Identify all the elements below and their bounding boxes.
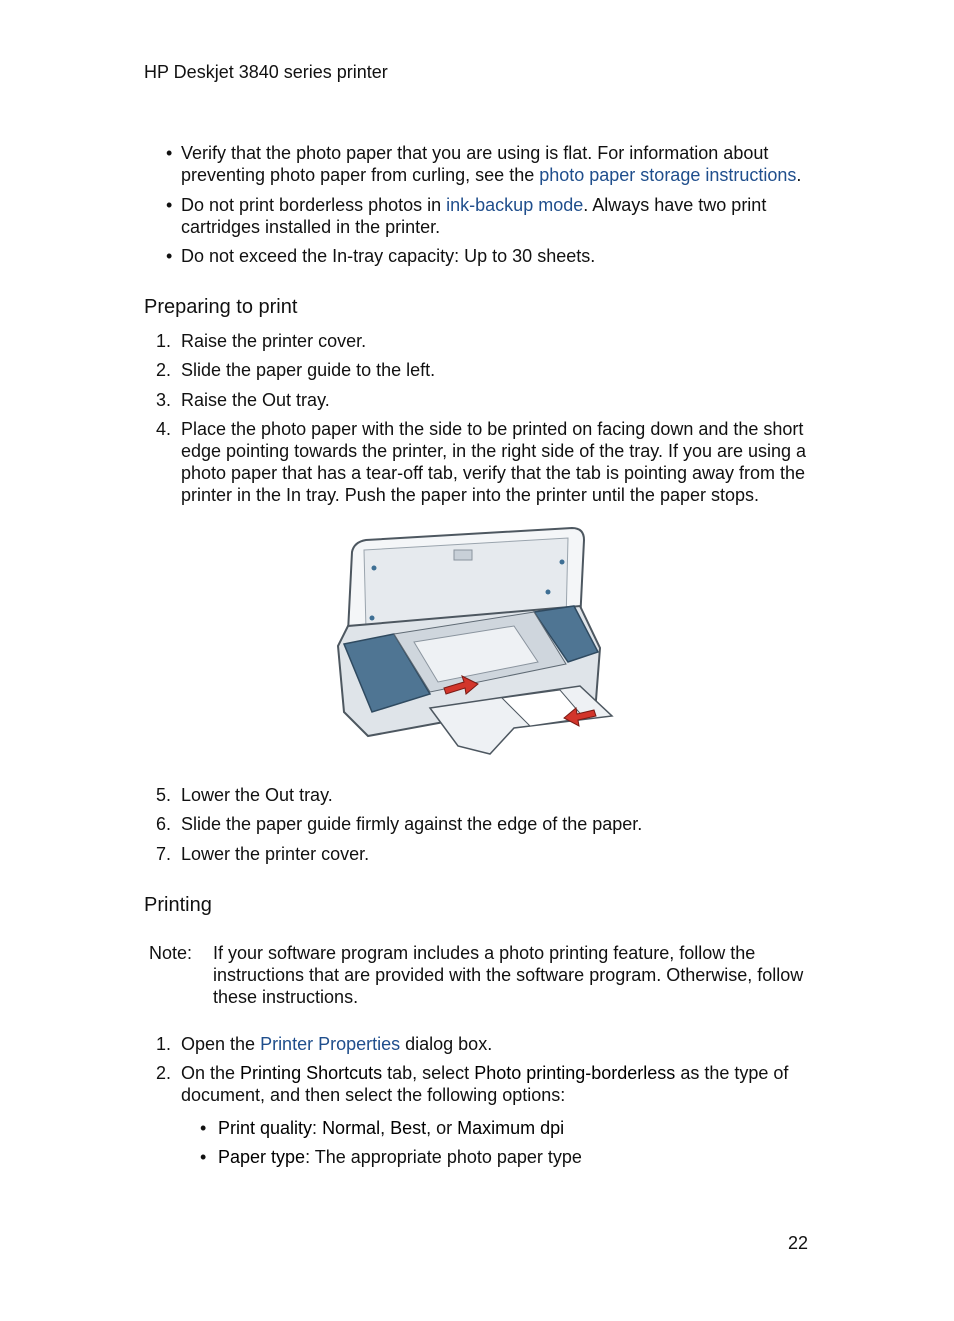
page-number: 22 bbox=[788, 1233, 809, 1253]
section-heading-printing: Printing bbox=[144, 894, 212, 916]
printer-illustration bbox=[334, 522, 616, 760]
printer-properties-link[interactable]: Printer Properties bbox=[260, 1034, 401, 1054]
note-text: If your software program includes a photo printing feature, follow the instructions that are provided with the software program. Otherwise, follow these instructions. bbox=[213, 943, 804, 1007]
bullet-dot: • bbox=[166, 246, 173, 266]
section-heading-preparing: Preparing to print bbox=[144, 296, 298, 318]
printer-drawing bbox=[334, 522, 616, 760]
bullet-dot: • bbox=[166, 143, 173, 163]
bullet-text: Do not exceed the In-tray capacity: Up to 30 sheets. bbox=[181, 246, 596, 266]
note-label: Note: bbox=[149, 943, 193, 963]
bullet-dot: • bbox=[166, 195, 173, 215]
bullet-dot: • bbox=[200, 1147, 207, 1167]
photo-paper-storage-link[interactable]: photo paper storage instructions bbox=[539, 165, 797, 185]
bullet-text: Verify that the photo paper that you are using is flat. For information about preventing photo paper from curling, see the photo paper storage instructions. bbox=[181, 143, 802, 185]
page-header: HP Deskjet 3840 series printer bbox=[144, 62, 388, 82]
bullet-dot: • bbox=[200, 1118, 207, 1138]
bullet-text: Do not print borderless photos in ink-backup mode. Always have two print cartridges installed in the printer. bbox=[181, 195, 767, 237]
document-page: HP Deskjet 3840 series printer • Verify that the photo paper that you are using is flat. For information about preventing photo paper from curling, see the photo paper storage instructions. • Do not print borderless photos in ink-backup mode. Always have two print cartridges installed in the printer. • Do not exceed the In-tray capacity: Up to 30 sheets. Preparing to print 1. Raise the printer cover. 2. Slide the paper guide to the left. 3. Raise the Out tray. 4. Place the photo paper with the side to be printed on facing down and the short edge pointing towards the printer, in the right side of the tray. If you are using a photo paper that has a tear-off tab, verify that the tab is pointing away from the printer in the In tray. Push the paper into the printer until the paper stops. 5. Lower the Out tray. 6. Slide the paper guide firmly against the edge of the paper. 7. Lower the printer cover. Printing Note: If your software program includes a photo printing feature, follow the instructions that are provided with the software program. Otherwise, follow these instructions. 1. Open the Printer Properties dialog box. 2. On the Printing Shortcuts tab, select Photo printing-borderless as the type of document, and then select the following options: • Print quality: Normal, Best, or Maximum dpi • Paper type: The appropriate photo paper type 22 bbox=[0, 0, 954, 1321]
ink-backup-mode-link[interactable]: ink-backup mode bbox=[446, 195, 584, 215]
